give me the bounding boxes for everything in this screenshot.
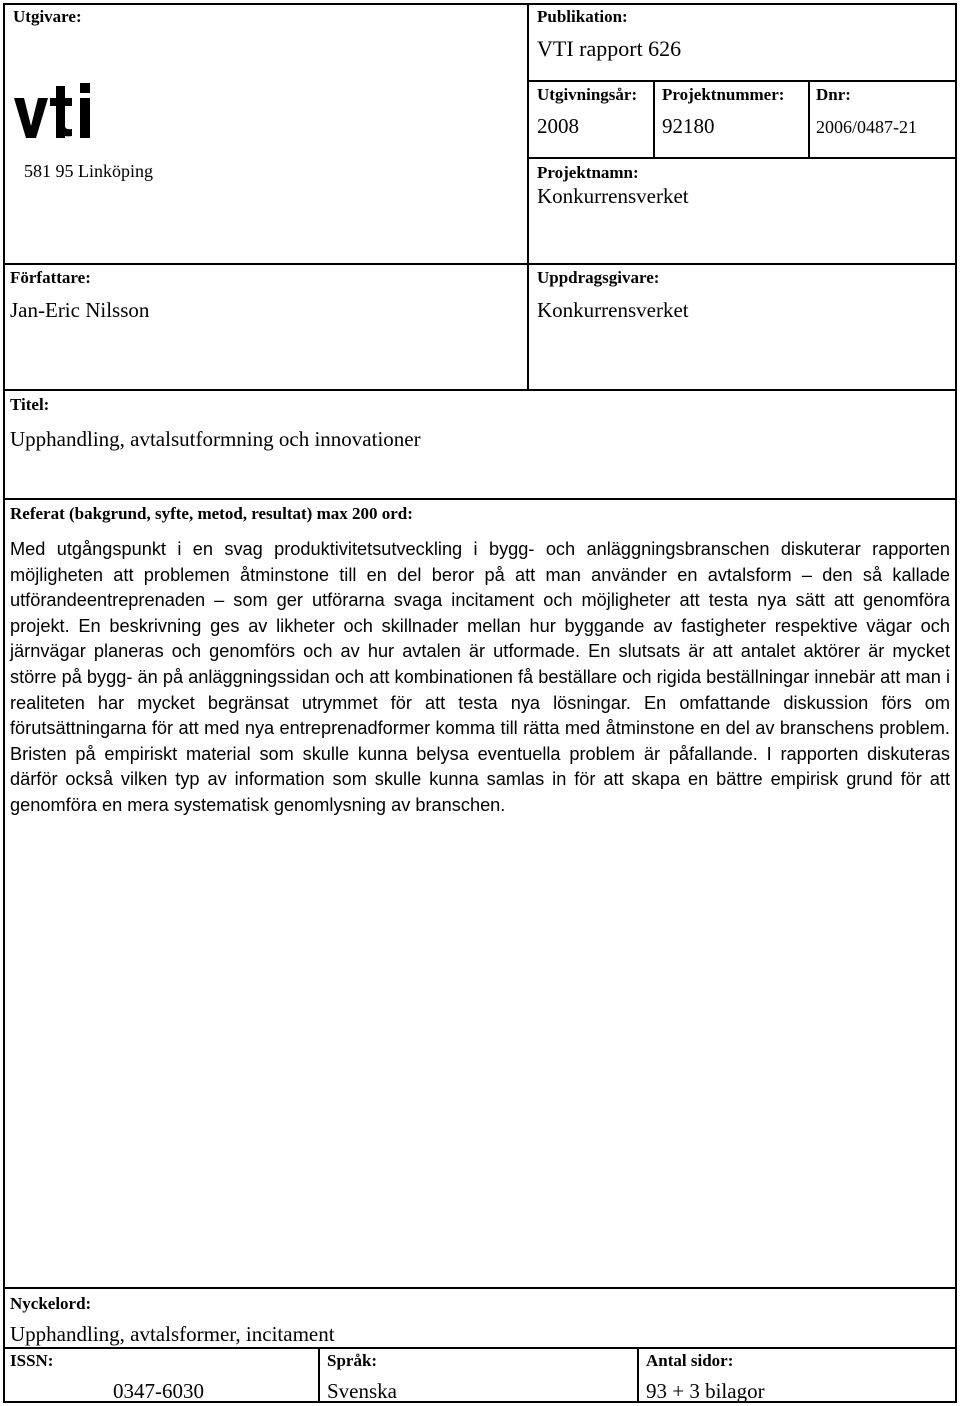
project-name-value: Konkurrensverket xyxy=(537,184,689,208)
publisher-address: 581 95 Linköping xyxy=(24,161,153,181)
author-label: Författare: xyxy=(10,268,91,287)
publication-label: Publikation: xyxy=(537,7,628,26)
vti-logo xyxy=(14,82,100,142)
divider xyxy=(3,263,957,265)
project-number-label: Projektnummer: xyxy=(662,85,785,104)
year-label: Utgivningsår: xyxy=(537,85,638,104)
dnr-value: 2006/0487-21 xyxy=(816,117,917,137)
divider xyxy=(3,389,957,391)
abstract-text: Med utgångspunkt i en svag produktivitetsutveckling i bygg- och anläggningsbranschen diskuterar rapporten möjligheten att problemen åtminstone till en del beror på att man använder en avtalsform – den så kallade utförandeentreprenaden – som ger utförarna svaga incitament och möjligheter att testa nya sätt att genomföra projekt. En beskrivning ges av likheter och skillnader mellan hur byggande av fastigheter respektive vägar och järnvägar planeras och genomförs och av hur avtalen är utformade. En slutsats är att antalet aktörer är mycket större på bygg- än på anläggningssidan och att kombinationen få beställare och rigida beställningar innebär att man i realiteten har mycket begränsat utrymmet för att testa nya lösningar. En omfattande diskussion förs om förutsättningarna för att med nya entreprenadformer komma till rätta med åtminstone en del av branschens problem. Bristen på empiriskt material som skulle kunna belysa eventuella problem är påfallande. I rapporten diskuteras därför också vilken typ av information som skulle kunna samlas in för att skapa en bättre empirisk grund för att genomföra en mera systematisk genomlysning av branschen. xyxy=(10,539,950,815)
divider xyxy=(527,3,529,391)
pages-label: Antal sidor: xyxy=(646,1351,734,1370)
publisher-label: Utgivare: xyxy=(13,7,82,26)
year-value: 2008 xyxy=(537,114,579,138)
keywords-value: Upphandling, avtalsformer, incitament xyxy=(10,1322,335,1346)
divider xyxy=(528,80,957,82)
keywords-label: Nyckelord: xyxy=(10,1294,92,1313)
divider xyxy=(3,1347,957,1349)
divider xyxy=(528,157,957,159)
pages-value: 93 + 3 bilagor xyxy=(646,1379,765,1403)
commissioner-label: Uppdragsgivare: xyxy=(537,268,660,287)
divider xyxy=(3,1287,957,1289)
publication-value: VTI rapport 626 xyxy=(537,36,682,61)
project-name-label: Projektnamn: xyxy=(537,163,639,182)
divider xyxy=(637,1347,639,1403)
issn-label: ISSN: xyxy=(10,1351,54,1370)
divider xyxy=(653,80,655,159)
language-value: Svenska xyxy=(327,1379,397,1403)
abstract-label: Referat (bakgrund, syfte, metod, resultat) max 200 ord: xyxy=(10,504,413,523)
commissioner-value: Konkurrensverket xyxy=(537,298,689,322)
author-value: Jan-Eric Nilsson xyxy=(10,298,150,322)
issn-value: 0347-6030 xyxy=(113,1379,204,1403)
divider xyxy=(3,498,957,500)
divider xyxy=(318,1347,320,1403)
project-number-value: 92180 xyxy=(662,114,715,138)
divider xyxy=(808,80,810,159)
title-value: Upphandling, avtalsutformning och innovationer xyxy=(10,427,421,451)
dnr-label: Dnr: xyxy=(816,85,851,104)
title-label: Titel: xyxy=(10,395,50,414)
language-label: Språk: xyxy=(327,1351,378,1370)
